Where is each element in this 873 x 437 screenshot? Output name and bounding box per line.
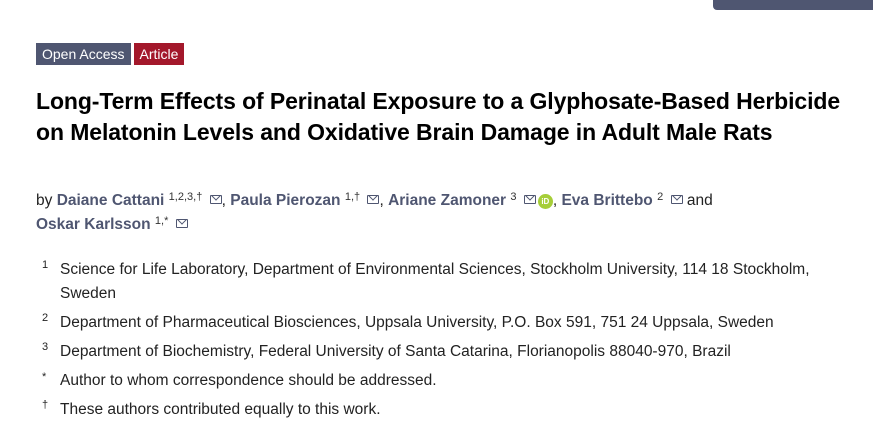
affiliation-list	[36, 258, 866, 427]
and-label: and	[686, 192, 713, 209]
correspondence-note: Author to whom correspondence should be addressed.	[60, 372, 437, 389]
affiliation-item	[36, 398, 866, 422]
email-icon[interactable]	[367, 195, 379, 204]
author-name-karlsson[interactable]: Oskar Karlsson	[36, 216, 151, 233]
author-name-zamoner[interactable]: Ariane Zamoner	[388, 192, 507, 209]
by-label: by	[36, 192, 53, 209]
article-type-badge[interactable]: Article	[134, 43, 185, 65]
email-icon[interactable]	[210, 195, 222, 204]
affiliation-mark: 2	[42, 312, 49, 324]
affiliation-text: Science for Life Laboratory, Department of Environmental Sciences, Stockholm University, 114 18 Stockholm, Sweden	[60, 261, 810, 302]
email-icon[interactable]	[524, 195, 536, 204]
author-name-pierozan[interactable]: Paula Pierozan	[230, 192, 341, 209]
author-name-brittebo[interactable]: Eva Brittebo	[561, 192, 653, 209]
author-name-cattani[interactable]: Daiane Cattani	[56, 192, 165, 209]
orcid-icon[interactable]: iD	[538, 194, 553, 209]
author-affil-brittebo: 2	[657, 191, 664, 203]
equal-contribution-note: These authors contributed equally to this work.	[60, 401, 381, 418]
email-icon[interactable]	[176, 219, 188, 228]
author-affil-zamoner: 3	[510, 191, 517, 203]
author-list: by Daiane Cattani $^{1,2,3,\dagger}$ , Paula Pierozan $^{1,\dagger}$ , Ariane Zamoner $^3$ iD , Eva Brittebo $^2$ and Oskar Karlsson $^{1,*}$	[36, 191, 713, 233]
article-title: Long-Term Effects of Perinatal Exposure to a Glyphosate-Based Herbicide on Melatonin Levels and Oxidative Brain Damage in Adult Male Rats	[36, 88, 841, 145]
affiliation-item	[36, 340, 866, 364]
email-icon[interactable]	[671, 195, 683, 204]
article-badges	[36, 43, 184, 65]
affiliation-mark: 1	[42, 259, 49, 271]
affiliation-item	[36, 258, 866, 306]
affiliation-text: Department of Biochemistry, Federal University of Santa Catarina, Florianopolis 88040-970, Brazil	[60, 343, 731, 360]
top-menu-button[interactable]	[713, 0, 873, 10]
author-affil-cattani: 1,2,3,†	[168, 191, 203, 203]
affiliation-text: Department of Pharmaceutical Biosciences, Uppsala University, P.O. Box 591, 751 24 Uppsala, Sweden	[60, 314, 774, 331]
affiliation-item	[36, 311, 866, 335]
correspondence-mark: *	[42, 371, 47, 383]
equal-contribution-mark: †	[42, 399, 49, 411]
author-affil-pierozan: 1,†	[344, 191, 361, 203]
affiliation-mark: 3	[42, 341, 49, 353]
open-access-badge[interactable]: Open Access	[36, 43, 131, 65]
author-affil-karlsson: 1,*	[154, 215, 169, 227]
affiliation-item	[36, 369, 866, 393]
